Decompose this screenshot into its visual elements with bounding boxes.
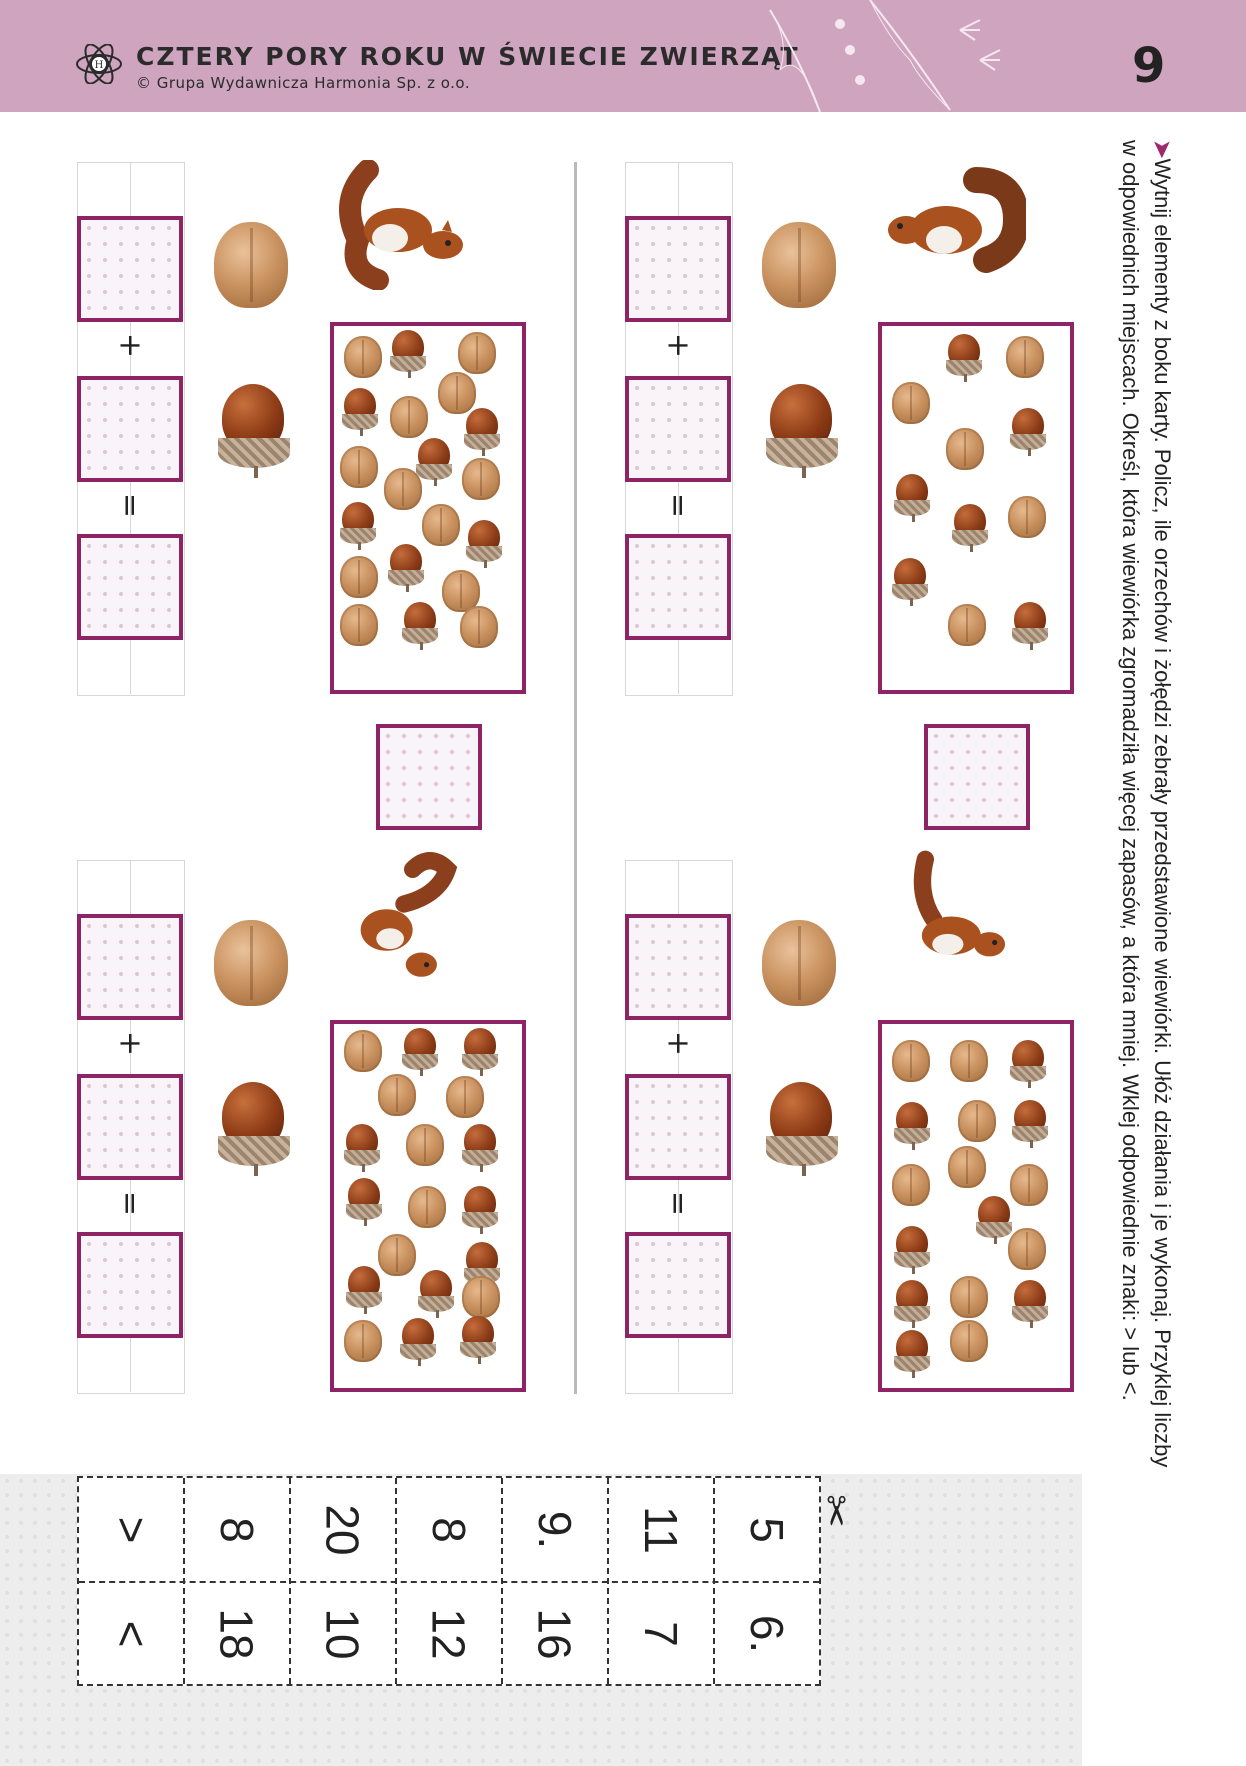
walnut-icon (344, 336, 382, 378)
instruction-block (1108, 140, 1178, 1640)
walnut-icon (462, 458, 500, 500)
acorn-icon (340, 388, 380, 434)
walnut-icon (214, 920, 288, 1006)
chevron-right-icon: ➤ (1150, 140, 1175, 159)
walnut-icon (950, 1276, 988, 1318)
comparison-sign-slot[interactable] (376, 724, 482, 830)
cutout-card[interactable] (185, 1478, 289, 1581)
walnut-icon (762, 920, 836, 1006)
acorn-icon (462, 408, 502, 454)
walnut-icon (948, 604, 986, 646)
feather-decoration-icon (760, 0, 1020, 112)
cutout-label: > (105, 1516, 157, 1543)
acorn-icon (892, 1226, 932, 1272)
instruction-line-2: w odpowiednich miejscach. Określ, która wiewiórka zgromadziła więcej zapasów, a która mniej. Wklej odpowiednie znaki: > lub <. (1118, 140, 1143, 1401)
cutout-card[interactable] (291, 1583, 395, 1684)
cutout-label: 10 (316, 1607, 369, 1660)
walnut-icon (892, 1164, 930, 1206)
walnut-icon (378, 1074, 416, 1116)
acorn-icon (414, 438, 454, 484)
squirrel-icon (338, 160, 478, 290)
walnut-icon (892, 1040, 930, 1082)
cutout-card[interactable] (79, 1478, 183, 1581)
cutout-label: 12 (422, 1607, 475, 1660)
instruction-line-1: Wytnij elementy z boku karty. Policz, ile orzechów i żołędzi zebrały przedstawione wiewiórki. Ułóż działania i je wykonaj. Przyklej liczby (1150, 158, 1175, 1468)
copyright-text: © Grupa Wydawnicza Harmonia Sp. z o.o. (136, 74, 471, 92)
acorn-icon (216, 1082, 294, 1174)
answer-slot-sum[interactable] (77, 1232, 183, 1338)
walnut-icon (958, 1100, 996, 1142)
cutout-label: 18 (210, 1607, 263, 1660)
walnut-icon (384, 468, 422, 510)
acorn-icon (344, 1266, 384, 1312)
acorn-icon (464, 520, 504, 566)
walnut-icon (1008, 496, 1046, 538)
plus-sign: + (112, 332, 148, 359)
plus-sign: + (660, 1030, 696, 1057)
walnut-icon (390, 396, 428, 438)
cutout-label: 8 (211, 1516, 263, 1543)
walnut-icon (340, 446, 378, 488)
walnut-icon (344, 1030, 382, 1072)
plus-sign: + (112, 1030, 148, 1057)
walnut-icon (460, 606, 498, 648)
walnut-icon (422, 504, 460, 546)
acorn-icon (892, 474, 932, 520)
acorn-icon (386, 544, 426, 590)
answer-slot-sum[interactable] (625, 1232, 731, 1338)
acorn-icon (458, 1316, 498, 1362)
cutout-card[interactable] (185, 1583, 289, 1684)
publisher-logo-icon (74, 44, 124, 84)
squirrel-icon (890, 842, 1030, 972)
acorn-icon (388, 330, 428, 376)
acorn-icon (764, 1082, 842, 1174)
acorn-icon (764, 384, 842, 476)
cutout-card[interactable] (291, 1478, 395, 1581)
column-divider (574, 162, 577, 1394)
walnut-icon (1008, 1228, 1046, 1270)
equals-sign: = (112, 1190, 148, 1217)
walnut-icon (892, 382, 930, 424)
page-header-title: CZTERY PORY ROKU W ŚWIECIE ZWIERZĄT (136, 42, 800, 71)
acorn-icon (892, 1330, 932, 1376)
walnut-icon (950, 1040, 988, 1082)
walnut-icon (406, 1124, 444, 1166)
cutout-label: < (105, 1620, 157, 1647)
acorn-icon (400, 602, 440, 648)
walnut-icon (946, 428, 984, 470)
acorn-icon (460, 1186, 500, 1232)
walnut-icon (948, 1146, 986, 1188)
acorn-icon (892, 1280, 932, 1326)
acorn-icon (1010, 1100, 1050, 1146)
cutout-card[interactable] (715, 1478, 819, 1581)
cutout-label: 5 (741, 1516, 793, 1543)
walnut-icon (408, 1186, 446, 1228)
cutout-card[interactable] (397, 1583, 501, 1684)
walnut-icon (762, 222, 836, 308)
acorn-icon (890, 558, 930, 604)
walnut-icon (214, 222, 288, 308)
squirrel-icon (334, 852, 474, 982)
walnut-icon (340, 604, 378, 646)
acorn-icon (974, 1196, 1014, 1242)
acorn-icon (1010, 602, 1050, 648)
answer-slot-sum[interactable] (77, 534, 183, 640)
cutout-label: 8 (423, 1516, 475, 1543)
cutout-card[interactable] (397, 1478, 501, 1581)
cutout-label: 20 (316, 1503, 369, 1556)
walnut-icon (1010, 1164, 1048, 1206)
cutout-card[interactable] (715, 1583, 819, 1684)
equals-sign: = (660, 492, 696, 519)
walnut-icon (458, 332, 496, 374)
acorn-icon (1010, 1280, 1050, 1326)
acorn-icon (400, 1028, 440, 1074)
cutout-label: 11 (634, 1505, 687, 1554)
equals-sign: = (112, 492, 148, 519)
cutout-label: 9. (529, 1510, 581, 1549)
squirrel-icon (886, 160, 1026, 290)
walnut-icon (446, 1076, 484, 1118)
cutout-card[interactable] (503, 1583, 607, 1684)
equals-sign: = (660, 1190, 696, 1217)
acorn-icon (1008, 408, 1048, 454)
acorn-icon (344, 1178, 384, 1224)
cutout-card[interactable] (609, 1583, 713, 1684)
cutout-card[interactable] (609, 1478, 713, 1581)
acorn-icon (342, 1124, 382, 1170)
acorn-icon (460, 1124, 500, 1170)
svg-text:H: H (94, 60, 104, 71)
cutout-label: 16 (528, 1607, 581, 1660)
walnut-icon (344, 1320, 382, 1362)
acorn-icon (944, 334, 984, 380)
acorn-icon (216, 384, 294, 476)
walnut-icon (950, 1320, 988, 1362)
cutout-grid (77, 1476, 821, 1686)
walnut-icon (1006, 336, 1044, 378)
comparison-sign-slot[interactable] (924, 724, 1030, 830)
cutout-label: 7 (635, 1620, 687, 1647)
acorn-icon (338, 502, 378, 548)
acorn-icon (398, 1318, 438, 1364)
cutout-card[interactable] (503, 1478, 607, 1581)
walnut-icon (340, 556, 378, 598)
plus-sign: + (660, 332, 696, 359)
acorn-icon (892, 1102, 932, 1148)
cutout-label: 6. (741, 1614, 793, 1653)
acorn-icon (1008, 1040, 1048, 1086)
page-number: 9 (1132, 38, 1166, 94)
cutout-card[interactable] (79, 1583, 183, 1684)
answer-slot-sum[interactable] (625, 534, 731, 640)
acorn-icon (950, 504, 990, 550)
acorn-icon (416, 1270, 456, 1316)
acorn-icon (460, 1028, 500, 1074)
scissors-icon: ✂ (811, 1494, 858, 1528)
walnut-icon (462, 1276, 500, 1318)
